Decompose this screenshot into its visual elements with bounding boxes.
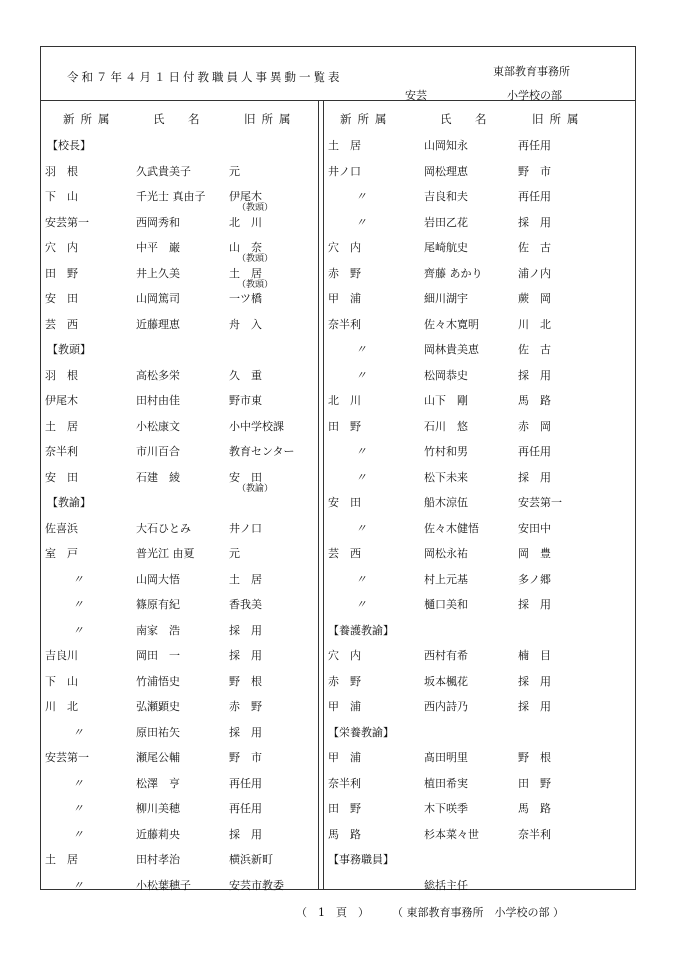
new-affiliation: 土 居 (45, 419, 78, 433)
category-heading (41, 133, 318, 159)
table-row (322, 873, 635, 899)
table-row (41, 618, 318, 644)
new-affiliation: 〃 (355, 572, 367, 586)
table-row (41, 643, 318, 669)
staff-name: 松澤 亨 (136, 776, 180, 790)
old-affiliation: 採 用 (229, 827, 262, 841)
old-affiliation: 久 重 (229, 368, 262, 382)
header-old-affiliation: 旧所属 (532, 112, 585, 126)
table-row (322, 414, 635, 440)
new-affiliation: 〃 (355, 521, 367, 535)
old-affiliation: 土 居 (229, 572, 262, 586)
table-row (322, 312, 635, 338)
staff-name: 西村有希 (424, 649, 468, 662)
staff-name: 木下咲季 (424, 802, 468, 815)
left-column (41, 101, 318, 898)
new-affiliation: 土 居 (45, 853, 78, 866)
old-affiliation: 小中学校課 (229, 419, 284, 433)
category-label: 【教諭】 (47, 496, 91, 509)
staff-name: 田村孝治 (136, 853, 180, 866)
old-affiliation: 北 川 (229, 215, 262, 229)
new-affiliation: 甲 浦 (328, 700, 361, 713)
table-row (41, 592, 318, 618)
staff-name: 近藤理恵 (136, 317, 180, 331)
old-affiliation: 田 野 (518, 776, 551, 790)
staff-name: 岡田 一 (136, 649, 180, 662)
old-affiliation: 山 奈 (229, 241, 262, 254)
previous-position-note: （教頭） (237, 279, 274, 290)
old-affiliation: 再任用 (518, 445, 551, 458)
new-affiliation: 〃 (355, 445, 367, 458)
new-affiliation: 〃 (355, 190, 367, 203)
table-row (41, 286, 318, 312)
staff-name: 西内詩乃 (424, 700, 468, 713)
table-row (41, 235, 318, 264)
header-box (41, 47, 635, 101)
old-affiliation: 採 用 (518, 700, 551, 713)
table-row (322, 490, 635, 516)
document-frame (40, 46, 636, 890)
table-row (322, 439, 635, 465)
table-row (322, 184, 635, 210)
staff-name: 坂本楓花 (424, 674, 468, 688)
table-row (41, 159, 318, 185)
new-affiliation: 奈半利 (45, 445, 78, 458)
table-row (322, 771, 635, 797)
category-heading (41, 337, 318, 363)
table-row (41, 669, 318, 695)
new-affiliation: 土 居 (328, 139, 361, 152)
new-affiliation: 〃 (72, 878, 84, 892)
staff-name: 久武貴美子 (136, 164, 191, 178)
new-affiliation: 〃 (355, 598, 367, 611)
table-row (322, 337, 635, 363)
table-row (322, 796, 635, 822)
old-affiliation: 井ノ口 (229, 521, 262, 535)
left-rows (41, 133, 318, 898)
new-affiliation: 羽 根 (45, 164, 78, 178)
table-row (322, 592, 635, 618)
staff-name: 中平 巌 (136, 241, 180, 254)
previous-position-note: （教頭） (237, 254, 274, 264)
new-affiliation: 〃 (355, 368, 367, 382)
new-affiliation: 佐喜浜 (45, 521, 78, 535)
new-affiliation: 室 戸 (45, 547, 78, 560)
new-affiliation: 井ノ口 (328, 164, 361, 178)
staff-name: 細川湖宇 (424, 292, 468, 305)
staff-name: 小松康文 (136, 419, 180, 433)
old-affiliation: 土 居 (229, 266, 262, 280)
staff-name: 船木涼伍 (424, 496, 468, 509)
staff-name: 市川百合 (136, 445, 180, 458)
old-affiliation: 野市東 (229, 394, 262, 407)
old-affiliation: 野 市 (229, 751, 262, 764)
new-affiliation: 〃 (355, 215, 367, 229)
staff-name: 松下未来 (424, 470, 468, 484)
old-affiliation: 野 根 (518, 751, 551, 764)
new-affiliation: 羽 根 (45, 368, 78, 382)
old-affiliation: 野 根 (229, 674, 262, 688)
table-row (322, 235, 635, 261)
staff-name: 佐々木健悟 (424, 521, 479, 535)
new-affiliation: 下 山 (45, 674, 78, 688)
staff-name: 西岡秀和 (136, 215, 180, 229)
new-affiliation: 奈半利 (328, 317, 361, 331)
table-row (322, 388, 635, 414)
table-row (41, 541, 318, 567)
staff-name: 岩田乙花 (424, 215, 468, 229)
staff-name: 佐々木寛明 (424, 317, 479, 331)
staff-name: 吉良和夫 (424, 190, 468, 203)
old-affiliation: 再任用 (229, 776, 262, 790)
old-affiliation: 馬 路 (518, 802, 551, 815)
staff-name: 山岡知永 (424, 139, 468, 152)
staff-name: 植田希実 (424, 776, 468, 790)
category-label: 【事務職員】 (328, 853, 394, 866)
category-label: 【教頭】 (47, 343, 91, 356)
category-label: 【栄養教諭】 (328, 725, 394, 739)
new-affiliation: 穴 内 (328, 241, 361, 254)
table-row (41, 414, 318, 440)
table-row (322, 516, 635, 542)
staff-name: 篠原有紀 (136, 598, 180, 611)
new-affiliation: 甲 浦 (328, 751, 361, 764)
old-affiliation: 採 用 (229, 725, 262, 739)
table-row (322, 567, 635, 593)
old-affiliation: 浦ノ内 (518, 266, 551, 280)
old-affiliation: 採 用 (518, 215, 551, 229)
new-affiliation: 芸 西 (45, 317, 78, 331)
table-row (322, 465, 635, 491)
old-affiliation: 伊尾木 (229, 190, 262, 203)
category-heading (322, 720, 635, 746)
new-affiliation: 吉良川 (45, 649, 78, 662)
new-affiliation: 〃 (355, 470, 367, 484)
old-affiliation: 採 用 (518, 470, 551, 484)
table-row (41, 363, 318, 389)
table-row (322, 694, 635, 720)
table-row (41, 210, 318, 236)
new-affiliation: 甲 浦 (328, 292, 361, 305)
staff-name: 原田祐矢 (136, 725, 180, 739)
old-affiliation: 舟 入 (229, 317, 262, 331)
staff-name: 総括主任 (424, 878, 468, 892)
new-affiliation: 〃 (355, 343, 367, 356)
table-row (41, 439, 318, 465)
old-affiliation: 赤 岡 (518, 419, 551, 433)
staff-name: 大石ひとみ (136, 521, 191, 535)
old-affiliation: 元 (229, 164, 240, 178)
staff-name: 杉本菜々世 (424, 827, 479, 841)
staff-name: 竹村和男 (424, 445, 468, 458)
new-affiliation: 北 川 (328, 394, 361, 407)
staff-name: 弘瀬顕史 (136, 700, 180, 713)
table-row (322, 210, 635, 236)
table-row (41, 745, 318, 771)
header-new-affiliation: 新所属 (340, 112, 393, 126)
staff-name: 岡林貴美恵 (424, 343, 479, 356)
staff-name: 千光士 真由子 (136, 190, 206, 203)
table-row (322, 643, 635, 669)
new-affiliation: 赤 野 (328, 266, 361, 280)
old-affiliation: 再任用 (518, 139, 551, 152)
table-row (41, 567, 318, 593)
page-number: （ 1 頁 ） (296, 906, 369, 919)
staff-name: 井上久美 (136, 266, 180, 280)
old-affiliation: 採 用 (518, 368, 551, 382)
new-affiliation: 下 山 (45, 190, 78, 203)
staff-name: 高松多栄 (136, 368, 180, 382)
old-affiliation: 採 用 (229, 623, 262, 637)
old-affiliation: 多ノ郷 (518, 572, 551, 586)
new-affiliation: 馬 路 (328, 827, 361, 841)
old-affiliation: 安田中 (518, 521, 551, 535)
previous-position-note: （教頭） (237, 203, 274, 213)
header-name: 氏 名 (440, 112, 493, 126)
new-affiliation: 〃 (72, 725, 84, 739)
table-row (41, 796, 318, 822)
table-row (322, 541, 635, 567)
old-affiliation: 楠 目 (518, 649, 551, 662)
table-row (41, 261, 318, 290)
table-row (41, 720, 318, 746)
new-affiliation: 穴 内 (45, 241, 78, 254)
footer-label: （ 東部教育事務所 小学校の部 ） (392, 906, 564, 919)
staff-name: 小松葉穂子 (136, 878, 191, 892)
table-row (41, 822, 318, 848)
new-affiliation: 安 田 (45, 292, 78, 305)
new-affiliation: 安芸第一 (45, 751, 89, 764)
new-affiliation: 〃 (72, 572, 84, 586)
staff-name: 岡松理恵 (424, 164, 468, 178)
new-affiliation: 〃 (72, 776, 84, 790)
staff-name: 普光江 由夏 (136, 547, 195, 560)
table-row (322, 669, 635, 695)
table-row (41, 312, 318, 338)
table-row (322, 261, 635, 287)
old-affiliation: 一ツ橋 (229, 292, 262, 305)
right-rows (322, 133, 635, 898)
new-affiliation: 〃 (72, 802, 84, 815)
document-title: 令和７年４月１日付教職員人事異動一覧表 (67, 70, 343, 84)
category-label: 【校長】 (47, 139, 91, 152)
old-affiliation: 安芸第一 (518, 496, 562, 509)
new-affiliation: 穴 内 (328, 649, 361, 662)
category-label: 【養護教諭】 (328, 623, 394, 637)
school-area: 安芸 (405, 89, 427, 102)
old-affiliation: 採 用 (518, 674, 551, 688)
staff-name: 石川 悠 (424, 419, 468, 433)
old-affiliation: 採 用 (229, 649, 262, 662)
staff-name: 山岡大悟 (136, 572, 180, 586)
header-new-affiliation: 新所属 (63, 112, 116, 126)
table-row (41, 465, 318, 494)
left-column-header (41, 101, 318, 133)
old-affiliation: 採 用 (518, 598, 551, 611)
previous-position-note: （教諭） (237, 483, 274, 494)
right-column (322, 101, 635, 898)
old-affiliation: 再任用 (518, 190, 551, 203)
office-name: 東部教育事務所 (493, 65, 570, 78)
header-name: 氏 名 (153, 112, 206, 126)
new-affiliation: 安 田 (45, 470, 78, 484)
new-affiliation: 田 野 (45, 266, 78, 280)
staff-name: 山下 剛 (424, 394, 468, 407)
table-row (322, 363, 635, 389)
new-affiliation: 〃 (72, 598, 84, 611)
staff-name: 岡松永祐 (424, 547, 468, 560)
table-row (322, 133, 635, 159)
new-affiliation: 田 野 (328, 419, 361, 433)
staff-name: 髙田明里 (424, 751, 468, 764)
category-heading (41, 490, 318, 516)
staff-name: 柳川美穂 (136, 802, 180, 815)
old-affiliation: 横浜新町 (229, 853, 273, 866)
staff-name: 尾崎航史 (424, 241, 468, 254)
table-row (322, 286, 635, 312)
old-affiliation: 安芸市教委 (229, 878, 284, 892)
table-row (41, 694, 318, 720)
table-row (41, 184, 318, 213)
old-affiliation: 佐 古 (518, 241, 551, 254)
table-row (322, 159, 635, 185)
staff-name: 樋口美和 (424, 598, 468, 611)
new-affiliation: 〃 (72, 623, 84, 637)
new-affiliation: 安芸第一 (45, 215, 89, 229)
old-affiliation: 佐 古 (518, 343, 551, 356)
old-affiliation: 奈半利 (518, 827, 551, 841)
staff-name: 南家 浩 (136, 623, 180, 637)
old-affiliation: 馬 路 (518, 394, 551, 407)
category-heading (322, 847, 635, 873)
new-affiliation: 〃 (72, 827, 84, 841)
old-affiliation: 赤 野 (229, 700, 262, 713)
section-name: 小学校の部 (507, 89, 562, 102)
category-heading (322, 618, 635, 644)
old-affiliation: 野 市 (518, 164, 551, 178)
table-row (322, 745, 635, 771)
staff-name: 近藤莉央 (136, 827, 180, 841)
header-old-affiliation: 旧所属 (244, 112, 297, 126)
old-affiliation: 再任用 (229, 802, 262, 815)
staff-name: 松岡恭史 (424, 368, 468, 382)
old-affiliation: 元 (229, 547, 240, 560)
staff-name: 石建 綾 (136, 470, 180, 484)
table-row (41, 388, 318, 414)
staff-name: 齊藤 あかり (424, 266, 483, 280)
table-row (322, 822, 635, 848)
old-affiliation: 岡 豊 (518, 547, 551, 560)
staff-name: 田村由佳 (136, 394, 180, 407)
new-affiliation: 奈半利 (328, 776, 361, 790)
table-row (41, 847, 318, 873)
table-row (41, 873, 318, 899)
staff-name: 瀬尾公輔 (136, 751, 180, 764)
staff-name: 村上元基 (424, 572, 468, 586)
old-affiliation: 安 田 (229, 470, 262, 484)
old-affiliation: 蕨 岡 (518, 292, 551, 305)
table-row (41, 516, 318, 542)
old-affiliation: 教育センター (229, 445, 295, 458)
new-affiliation: 田 野 (328, 802, 361, 815)
staff-name: 竹浦悟史 (136, 674, 180, 688)
new-affiliation: 安 田 (328, 496, 361, 509)
staff-name: 山岡篤司 (136, 292, 180, 305)
new-affiliation: 赤 野 (328, 674, 361, 688)
right-column-header (322, 101, 635, 133)
table-row (41, 771, 318, 797)
new-affiliation: 芸 西 (328, 547, 361, 560)
old-affiliation: 川 北 (518, 317, 551, 331)
new-affiliation: 川 北 (45, 700, 78, 713)
new-affiliation: 伊尾木 (45, 394, 78, 407)
old-affiliation: 香我美 (229, 598, 262, 611)
